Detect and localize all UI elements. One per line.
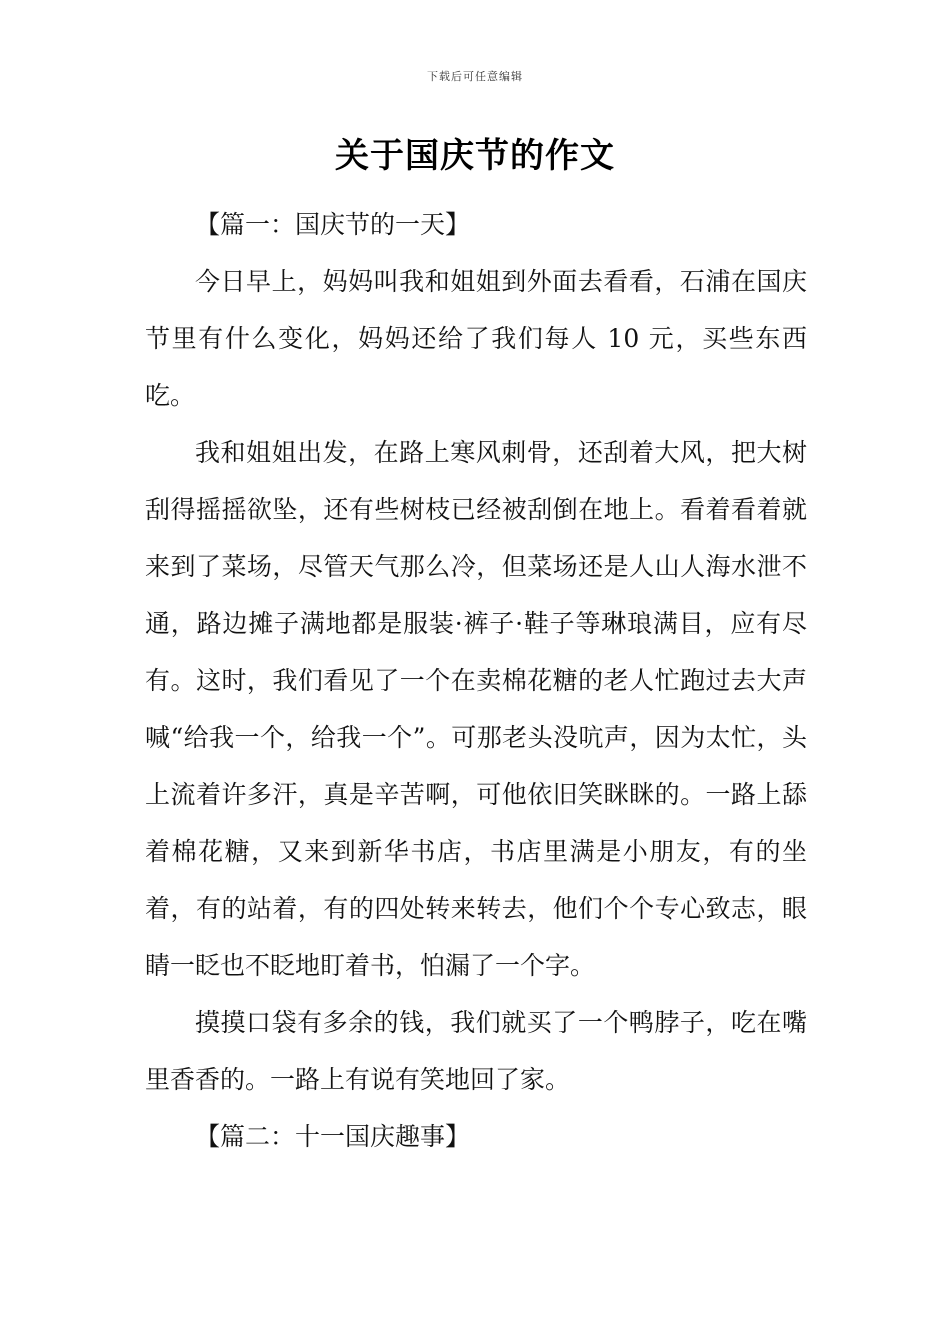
page-header-note: 下载后可任意编辑	[427, 70, 523, 83]
section-heading-2: 【篇二：十一国庆趣事】	[195, 1122, 471, 1151]
paragraph-3: 摸摸口袋有多余的钱，我们就买了一个鸭脖子，吃在嘴里香香的。一路上有说有笑地回了家。	[145, 1008, 807, 1094]
document-title: 关于国庆节的作文	[335, 136, 615, 176]
section-heading-1: 【篇一：国庆节的一天】	[195, 210, 471, 239]
document-body	[145, 196, 807, 1165]
paragraph-2: 我和姐姐出发，在路上寒风刺骨，还刮着大风，把大树刮得摇摇欲坠，还有些树枝已经被刮倒在地上。看着看着就来到了菜场，尽管天气那么冷，但菜场还是人山人海水泄不通，路边摊子满地都是服装·裤子·鞋子等琳琅满目，应有尽有。这时，我们看见了一个在卖棉花糖的老人忙跑过去大声喊“给我一个，给我一个”。可那老头没吭声，因为太忙，头上流着许多汗，真是辛苦啊，可他依旧笑眯眯的。一路上舔着棉花糖，又来到新华书店，书店里满是小朋友，有的坐着，有的站着，有的四处转来转去，他们个个专心致志，眼睛一眨也不眨地盯着书，怕漏了一个字。	[145, 438, 807, 980]
paragraph-1: 今日早上，妈妈叫我和姐姐到外面去看看，石浦在国庆节里有什么变化，妈妈还给了我们每人 10 元，买些东西吃。	[145, 267, 807, 410]
